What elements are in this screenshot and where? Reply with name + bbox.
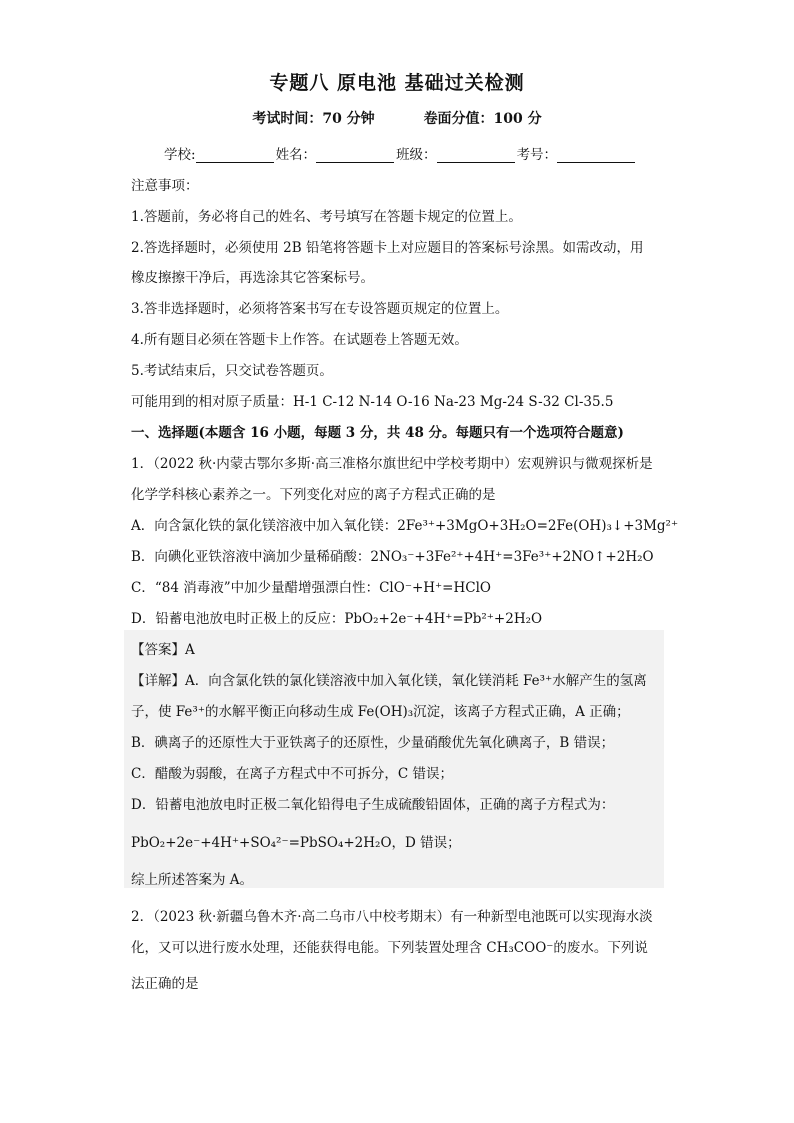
q1-option-a: A．向含氯化铁的氯化镁溶液中加入氧化镁：2Fe³⁺+3MgO+3H₂O=2Fe(OH)₃↓+3Mg²⁺ <box>131 518 679 534</box>
class-label: 班级： <box>396 147 437 163</box>
number-label: 考号： <box>516 147 558 163</box>
q1-explanation-4: D．铅蓄电池放电时正极二氧化铅得电子生成硫酸铅固体，正确的离子方程式为： <box>131 797 615 813</box>
page-title: 专题八 原电池 基础过关检测 <box>269 72 525 94</box>
exam-score: 卷面分值：100 分 <box>423 111 542 127</box>
q1-stem-b: 化学学科核心素养之一。下列变化对应的离子方程式正确的是 <box>131 487 496 503</box>
q1-option-d: D．铅蓄电池放电时正极上的反应：PbO₂+2e⁻+4H⁺=Pb²⁺+2H₂O <box>131 611 543 627</box>
note-4: 4.所有题目必须在答题卡上作答。在试题卷上答题无效。 <box>131 332 468 348</box>
note-2a: 2.答选择题时，必须使用 2B 铅笔将答题卡上对应题目的答案标号涂黑。如需改动，用 <box>131 240 644 256</box>
note-5: 5.考试结束后，只交试卷答题页。 <box>131 363 333 379</box>
school-label: 学校: <box>164 147 196 163</box>
exam-info <box>0 108 794 128</box>
q1-option-b: B．向碘化亚铁溶液中滴加少量稀硝酸：2NO₃⁻+3Fe²⁺+4H⁺=3Fe³⁺+2NO↑+2H₂O <box>131 549 654 565</box>
notes-heading: 注意事项： <box>131 178 199 194</box>
q2-stem-b: 化，又可以进行废水处理，还能获得电能。下列装置处理含 CH₃COO⁻的废水。下列说 <box>131 940 648 956</box>
school-blank[interactable] <box>196 148 274 163</box>
q1-explanation-3: C．醋酸为弱酸，在离子方程式中不可拆分，C 错误； <box>131 766 453 782</box>
q1-explanation-1a: 【详解】A．向含氯化铁的氯化镁溶液中加入氧化镁，氧化镁消耗 Fe³⁺水解产生的氢离 <box>131 673 647 689</box>
note-1: 1.答题前，务必将自己的姓名、考号填写在答题卡规定的位置上。 <box>131 209 522 225</box>
q1-explanation-1b: 子，使 Fe³⁺的水解平衡正向移动生成 Fe(OH)₃沉淀，该离子方程式正确，A 正确； <box>131 704 630 720</box>
q1-explanation-5: PbO₂+2e⁻+4H⁺+SO₄²⁻=PbSO₄+2H₂O，D 错误； <box>131 835 461 851</box>
name-label: 姓名： <box>275 147 317 163</box>
atomic-masses: 可能用到的相对原子质量：H-1 C-12 N-14 O-16 Na-23 Mg-24 S-32 Cl-35.5 <box>131 394 614 410</box>
exam-time: 考试时间：70 分钟 <box>252 111 375 127</box>
section-1-heading: 一、选择题(本题含 16 小题，每题 3 分，共 48 分。每题只有一个选项符合题意) <box>131 425 624 441</box>
q1-answer: 【答案】A <box>131 642 195 658</box>
q1-explanation-2: B．碘离子的还原性大于亚铁离子的还原性，少量硝酸优先氧化碘离子，B 错误； <box>131 735 615 751</box>
note-3: 3.答非选择题时，必须将答案书写在专设答题页规定的位置上。 <box>131 301 509 317</box>
q2-stem-c: 法正确的是 <box>131 976 199 992</box>
q1-option-c: C．“84 消毒液”中加少量醋增强漂白性：ClO⁻+H⁺=HClO <box>131 580 491 596</box>
class-blank[interactable] <box>437 148 515 163</box>
q1-explanation-6: 综上所述答案为 A。 <box>131 872 254 888</box>
q1-stem-a: 1．（2022 秋·内蒙古鄂尔多斯·高三准格尔旗世纪中学校考期中）宏观辨识与微观探析是 <box>131 456 653 472</box>
number-blank[interactable] <box>557 148 635 163</box>
student-info-row <box>164 143 637 163</box>
q2-stem-a: 2．（2023 秋·新疆乌鲁木齐·高二乌市八中校考期末）有一种新型电池既可以实现海水淡 <box>131 909 653 925</box>
name-blank[interactable] <box>316 148 394 163</box>
note-2b: 橡皮擦擦干净后，再选涂其它答案标号。 <box>131 270 374 286</box>
